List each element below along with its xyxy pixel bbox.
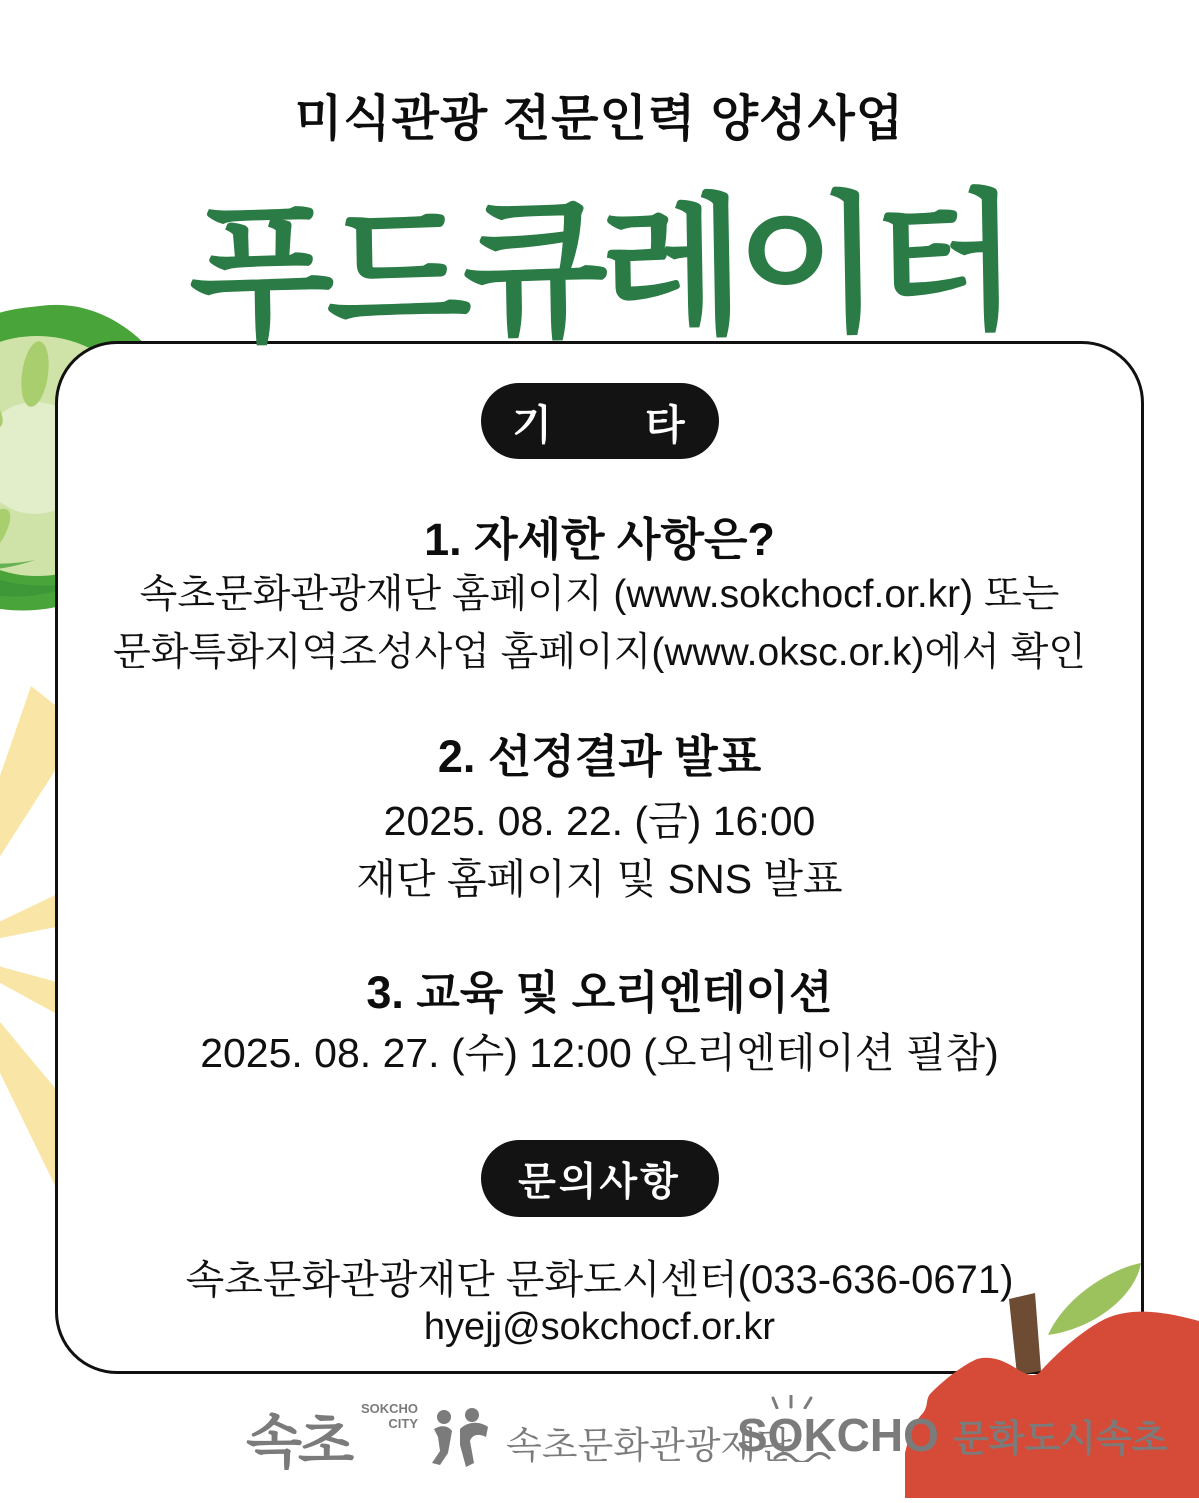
section-1-heading: 1. 자세한 사항은?	[424, 514, 775, 565]
culture-city-wordmark: SOKCHO	[737, 1409, 939, 1461]
contact-phone-line: 속초문화관광재단 문화도시센터(033-636-0671)	[185, 1258, 1014, 1302]
sokcho-city-logo-caption: SOKCHO CITY	[360, 1401, 418, 1431]
sokcho-city-logo	[246, 1401, 418, 1483]
foundation-figures-icon	[428, 1407, 492, 1476]
inquiry-badge	[481, 1140, 719, 1217]
water-wave-icon	[773, 1449, 831, 1467]
section-3-line-1: 2025. 08. 27. (수) 12:00 (오리엔테이션 필참)	[200, 1030, 999, 1076]
section-2-line-1: 2025. 08. 22. (금) 16:00	[383, 798, 816, 844]
section-3-heading: 3. 교육 및 오리엔테이션	[366, 967, 833, 1018]
section-1-body	[58, 566, 1141, 682]
sokcho-city-logo-mark: 속초	[246, 1410, 351, 1475]
section-1-line-2: 문화특화지역조성사업 홈페이지(www.oksc.or.k)에서 확인	[113, 631, 1086, 674]
culture-city-logo	[737, 1405, 1167, 1465]
section-2-heading: 2. 선정결과 발표	[437, 731, 762, 782]
sun-rays-icon	[771, 1395, 815, 1414]
poster-subtitle: 미식관광 전문인력 양성사업	[294, 92, 905, 146]
culture-city-label: 문화도시속초	[952, 1418, 1168, 1459]
poster-title: 푸드큐레이터	[187, 177, 1012, 361]
section-1-line-1: 속초문화관광재단 홈페이지 (www.sokchocf.or.kr) 또는	[139, 573, 1060, 616]
foundation-logo-label: 속초문화관광재단	[506, 1424, 792, 1466]
etc-badge	[481, 383, 719, 459]
etc-badge-label: 기 타	[512, 401, 687, 448]
section-2-line-2: 재단 홈페이지 및 SNS 발표	[356, 856, 843, 902]
inquiry-badge-label: 문의사항	[518, 1160, 681, 1204]
info-card	[55, 341, 1144, 1374]
footer-logos	[0, 1395, 1199, 1498]
contact-email: hyejj@sokchocf.or.kr	[423, 1306, 776, 1348]
apple-stem-shape	[1009, 1293, 1041, 1375]
